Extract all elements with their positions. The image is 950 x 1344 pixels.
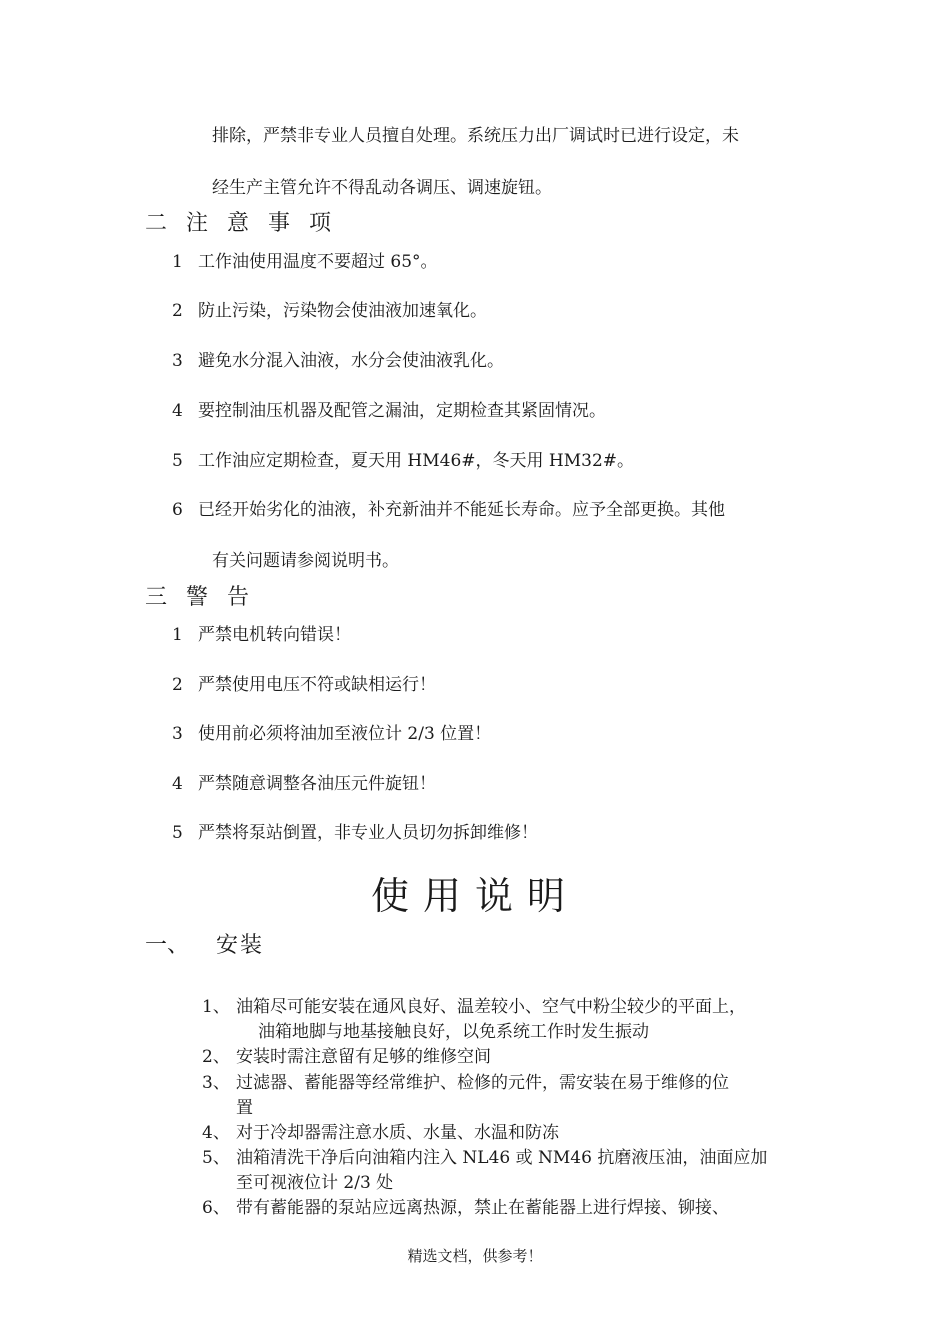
warnings-item-5-number: 5: [172, 823, 183, 843]
install-item-4-number: 4、: [202, 1123, 230, 1143]
notes-item-2-text: 防止污染，污染物会使油液加速氧化。: [198, 301, 487, 321]
install-item-5-text: 油箱清洗干净后向油箱内注入 NL46 或 NM46 抗磨液压油，油面应加: [236, 1148, 768, 1168]
install-section-title: 安装: [216, 933, 265, 958]
install-item-5-number: 5、: [202, 1148, 230, 1168]
notes-item-1-text: 工作油使用温度不要超过 65°。: [198, 252, 438, 272]
install-item-1-text: 油箱尽可能安装在通风良好、温差较小、空气中粉尘较少的平面上，: [236, 997, 746, 1017]
install-item-1-continuation: 油箱地脚与地基接触良好，以免系统工作时发生振动: [258, 1022, 649, 1042]
page-footer: 精选文档，供参考！: [407, 1247, 543, 1265]
notes-heading: 二 注 意 事 项: [145, 211, 337, 236]
notes-item-6-text: 已经开始劣化的油液，补充新油并不能延长寿命。应予全部更换。其他: [198, 500, 725, 520]
notes-item-3-text: 避免水分混入油液，水分会使油液乳化。: [198, 351, 504, 371]
notes-item-6-continuation: 有关问题请参阅说明书。: [212, 551, 399, 571]
warnings-item-2-text: 严禁使用电压不符或缺相运行！: [198, 675, 436, 695]
manual-title: 使用说明: [370, 874, 579, 918]
install-item-3-number: 3、: [202, 1073, 230, 1093]
notes-item-6-number: 6: [172, 500, 183, 520]
install-section-number: 一、: [145, 933, 190, 958]
warnings-item-1-number: 1: [172, 625, 183, 645]
intro-line-1: 排除，严禁非专业人员擅自处理。系统压力出厂调试时已进行设定，未: [212, 126, 739, 146]
notes-item-3-number: 3: [172, 351, 183, 371]
warnings-item-3-text: 使用前必须将油加至液位计 2/3 位置！: [198, 724, 492, 744]
install-item-1-number: 1、: [202, 997, 230, 1017]
install-item-4-text: 对于冷却器需注意水质、水量、水温和防冻: [236, 1123, 559, 1143]
install-item-3-text: 过滤器、蓄能器等经常维护、检修的元件，需安装在易于维修的位: [236, 1073, 729, 1093]
install-item-3-continuation: 置: [236, 1098, 253, 1118]
install-item-6-text: 带有蓄能器的泵站应远离热源，禁止在蓄能器上进行焊接、铆接、: [236, 1198, 729, 1218]
warnings-item-5-text: 严禁将泵站倒置，非专业人员切勿拆卸维修！: [198, 823, 538, 843]
warnings-item-1-text: 严禁电机转向错误！: [198, 625, 351, 645]
notes-item-1-number: 1: [172, 252, 183, 272]
notes-item-4-number: 4: [172, 401, 183, 421]
install-item-6-number: 6、: [202, 1198, 230, 1218]
notes-item-2-number: 2: [172, 301, 183, 321]
install-item-2-number: 2、: [202, 1047, 230, 1067]
notes-item-5-number: 5: [172, 451, 183, 471]
warnings-item-3-number: 3: [172, 724, 183, 744]
warnings-heading: 三 警 告: [145, 585, 255, 610]
warnings-item-4-number: 4: [172, 774, 183, 794]
intro-line-2: 经生产主管允许不得乱动各调压、调速旋钮。: [212, 178, 552, 198]
notes-item-4-text: 要控制油压机器及配管之漏油，定期检查其紧固情况。: [198, 401, 606, 421]
notes-item-5-text: 工作油应定期检查，夏天用 HM46#，冬天用 HM32#。: [198, 451, 635, 471]
install-item-2-text: 安装时需注意留有足够的维修空间: [236, 1047, 491, 1067]
install-item-5-continuation: 至可视液位计 2/3 处: [236, 1173, 394, 1193]
warnings-item-4-text: 严禁随意调整各油压元件旋钮！: [198, 774, 436, 794]
warnings-item-2-number: 2: [172, 675, 183, 695]
